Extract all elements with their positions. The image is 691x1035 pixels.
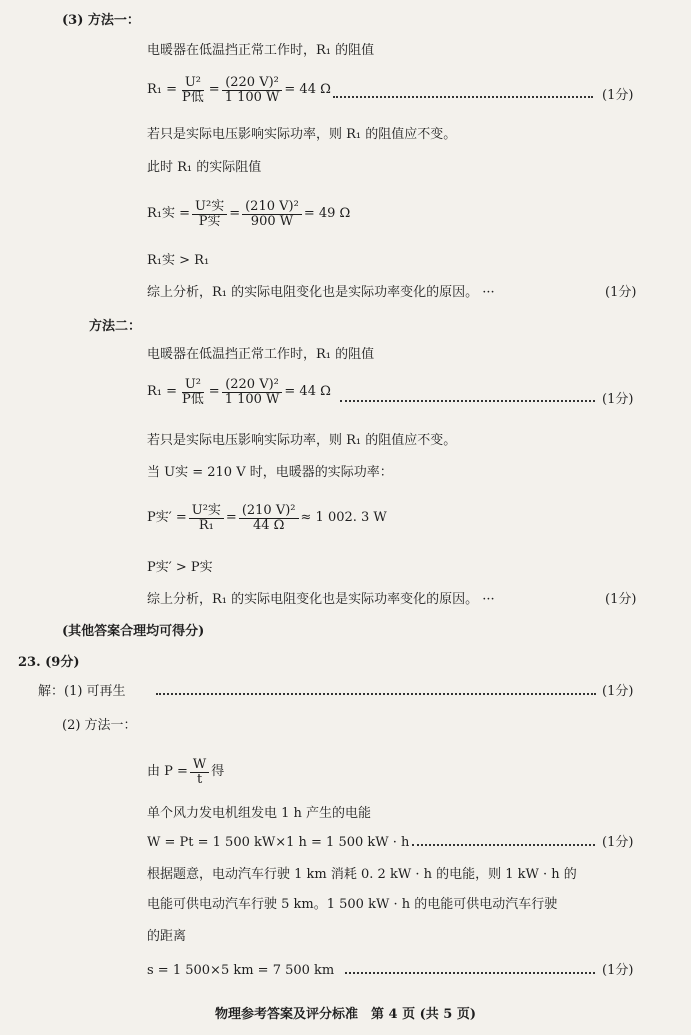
score-mark: (1分): [602, 88, 634, 103]
leader-dots: [340, 400, 595, 402]
score-mark: (1分): [602, 392, 634, 407]
part3-method1-line1: 电暖器在低温挡正常工作时，R₁ 的阻值: [147, 43, 375, 58]
score-mark: (1分): [605, 285, 637, 300]
other-answers-note: (其他答案合理均可得分): [62, 624, 205, 639]
equation-4: P实′ = $\frac{\text{U²实}}{\text{R₁}}$ = $\frac{\text{(210 V)²}}{44 \Omega}$ ≈ 1 002. 3 W: [147, 502, 387, 533]
equation-3-frac-b: $\frac{\text{(220 V)²}}{1 100 W}$: [222, 378, 283, 407]
part3-method2-line5: 综上分析，R₁ 的实际电阻变化也是实际功率变化的原因。 ···: [147, 592, 495, 607]
question-23-part1: 解：(1) 可再生: [38, 684, 126, 699]
part3-method1-title: (3) 方法一：: [62, 13, 140, 28]
question-23-distance-equation: s = 1 500×5 km = 7 500 km: [147, 963, 335, 978]
score-mark: (1分): [602, 835, 634, 850]
part3-method2-line2: 若只是实际电压影响实际功率，则 R₁ 的阻值应不变。: [147, 433, 457, 448]
part3-method2-line3: 当 U实 = 210 V 时，电暖器的实际功率：: [147, 465, 393, 480]
leader-dots: [412, 844, 595, 846]
leader-dots: [333, 96, 593, 98]
power-formula-frac: $\frac{W}{t}$: [190, 758, 209, 787]
question-23-energy-equation: W = Pt = 1 500 kW×1 h = 1 500 kW · h: [147, 835, 410, 850]
equation-3-frac-a: $\frac{\text{U²}}{\text{P低}}$: [182, 376, 204, 407]
power-formula: 由 P = $\frac{W}{t}$ 得: [147, 756, 225, 787]
question-23-title: 23. (9分): [18, 655, 80, 670]
equation-4-result: ≈ 1 002. 3 W: [300, 510, 387, 525]
part3-method2-title: 方法二：: [89, 319, 142, 334]
part3-method1-line5: 综上分析，R₁ 的实际电阻变化也是实际功率变化的原因。 ···: [147, 285, 495, 300]
equation-1-frac-b: $\frac{\text{(220 V)²}}{1 100 W}$: [222, 76, 283, 105]
score-mark: (1分): [602, 963, 634, 978]
question-23-line7: 电能可供电动汽车行驶 5 km。1 500 kW · h 的电能可供电动汽车行驶: [147, 897, 558, 912]
equation-2-frac-a: $\frac{\text{U²实}}{\text{P实}}$: [192, 200, 227, 229]
leader-dots: [156, 693, 596, 695]
equation-1-frac-a: $\frac{\text{U²}}{\text{P低}}$: [182, 74, 204, 105]
part3-method2-line1: 电暖器在低温挡正常工作时，R₁ 的阻值: [147, 347, 375, 362]
score-mark: (1分): [602, 684, 634, 699]
equation-2-frac-b: $\frac{\text{(210 V)²}}{900 W}$: [242, 200, 302, 229]
equation-1: R₁ = $\frac{\text{U²}}{\text{P低}}$ = $\frac{\text{(220 V)²}}{1 100 W}$ = 44 Ω: [147, 74, 331, 105]
question-23-line4: 单个风力发电机组发电 1 h 产生的电能: [147, 806, 372, 821]
part3-method1-line3: 此时 R₁ 的实际阻值: [147, 160, 262, 175]
equation-3-result: = 44 Ω: [284, 384, 331, 399]
part3-method1-line2: 若只是实际电压影响实际功率，则 R₁ 的阻值应不变。: [147, 127, 457, 142]
part3-method1-line4: R₁实 > R₁: [147, 253, 210, 268]
equation-4-frac-a: $\frac{\text{U²实}}{\text{R₁}}$: [189, 504, 224, 533]
score-mark: (1分): [605, 592, 637, 607]
equation-3-lhs: R₁ =: [147, 384, 178, 399]
part3-method2-line4: P实′ > P实: [147, 560, 213, 575]
leader-dots: [345, 972, 595, 974]
equation-1-lhs: R₁ =: [147, 82, 178, 97]
question-23-line8: 的距离: [147, 929, 187, 944]
equation-4-lhs: P实′ =: [147, 510, 187, 525]
equation-4-frac-b: $\frac{\text{(210 V)²}}{44 \Omega}$: [239, 504, 299, 533]
equation-1-result: = 44 Ω: [284, 82, 331, 97]
equation-3: R₁ = $\frac{\text{U²}}{\text{P低}}$ = $\frac{\text{(220 V)²}}{1 100 W}$ = 44 Ω: [147, 376, 331, 407]
equation-2: R₁实 = $\frac{\text{U²实}}{\text{P实}}$ = $\frac{\text{(210 V)²}}{900 W}$ = 49 Ω: [147, 198, 351, 229]
question-23-part2-title: (2) 方法一：: [62, 718, 137, 733]
page-footer: 物理参考答案及评分标准 第 4 页 (共 5 页): [214, 1007, 477, 1022]
question-23-line6: 根据题意，电动汽车行驶 1 km 消耗 0. 2 kW · h 的电能，则 1 kW · h 的: [147, 867, 577, 882]
equation-2-result: = 49 Ω: [303, 206, 351, 221]
equation-2-lhs: R₁实 =: [147, 206, 191, 221]
